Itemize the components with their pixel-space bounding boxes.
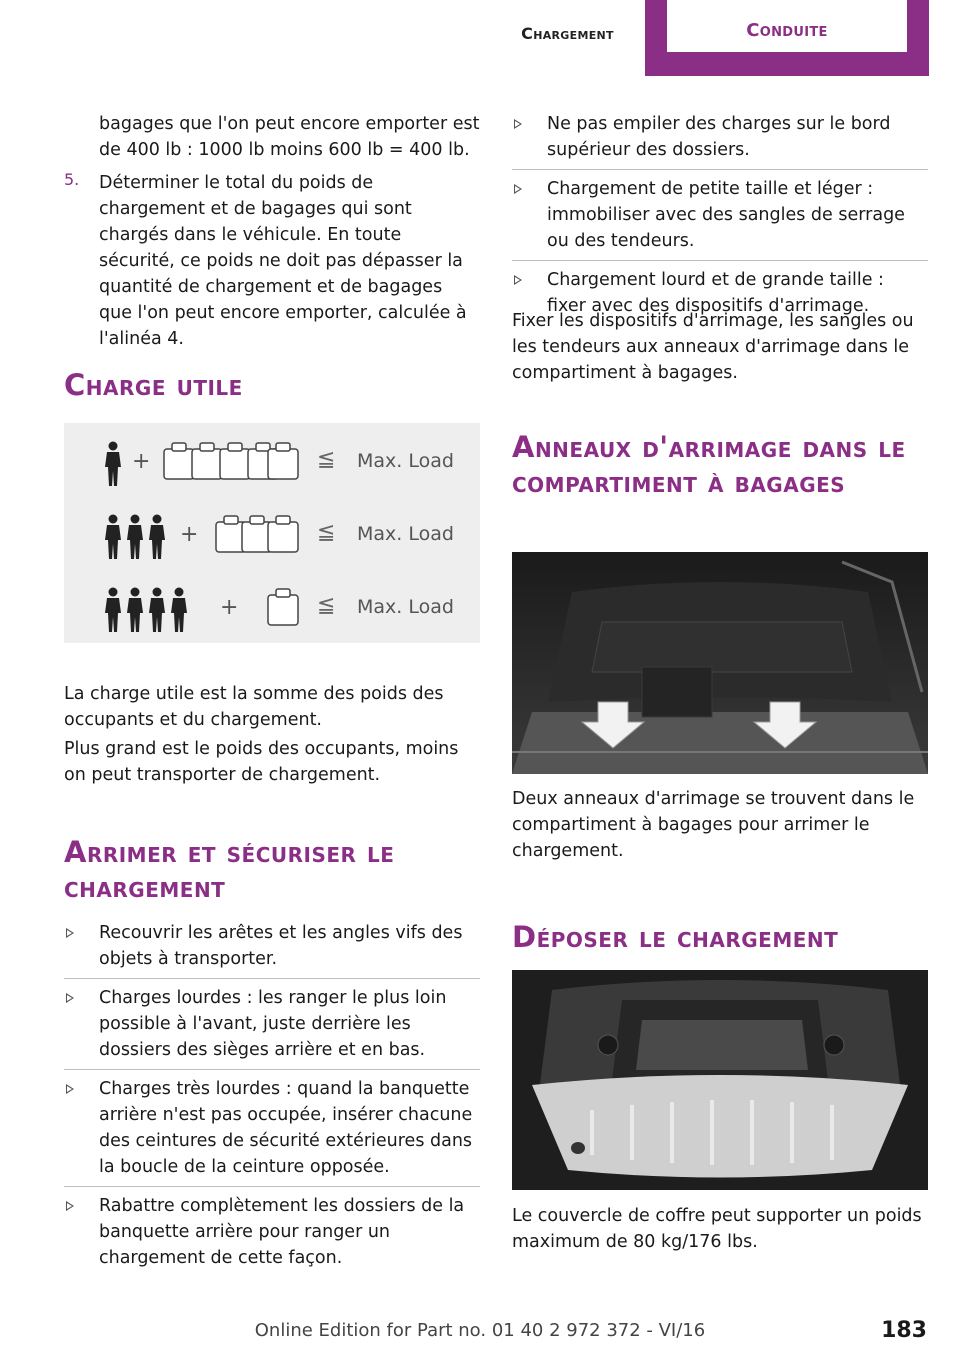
step-5 — [64, 170, 480, 352]
triangle-bullet-icon — [66, 993, 74, 1003]
payload-paragraph-2: Plus grand est le poids des occupants, moins on peut transporter de chargement. — [64, 739, 459, 785]
load-row-2 — [64, 508, 480, 568]
less-equal-sign: ≦ — [317, 520, 336, 545]
triangle-bullet-icon — [514, 275, 522, 285]
header-section-label: Chargement — [521, 24, 614, 43]
list-item: Ne pas empiler des charges sur le bord supérieur des dossiers. — [512, 111, 928, 163]
load-row-3 — [64, 581, 480, 641]
fixing-paragraph: Fixer les dispositifs d'arrimage, les sangles ou les tendeurs aux anneaux d'arrimage dans le compartiment à bagages. — [512, 311, 914, 383]
heading-deposer: Déposer le chargement — [512, 920, 839, 954]
triangle-bullet-icon — [514, 184, 522, 194]
max-load-label: Max. Load — [357, 596, 454, 618]
divider — [512, 260, 928, 261]
footer-edition: Online Edition for Part no. 01 40 2 972 372 - VI/16 — [254, 1320, 706, 1341]
triangle-bullet-icon — [66, 1201, 74, 1211]
luggage-icons — [214, 510, 304, 556]
less-equal-sign: ≦ — [317, 447, 336, 472]
heading-arrimer: Arrimer et sécuriser le chargement — [64, 835, 395, 904]
triangle-bullet-icon — [514, 119, 522, 129]
list-item: Recouvrir les arêtes et les angles vifs des objets à transporter. — [64, 920, 480, 972]
page-number: 183 — [881, 1318, 927, 1343]
securing-list — [64, 920, 480, 1271]
divider — [64, 978, 480, 979]
header-tab-inner — [667, 0, 907, 52]
divider — [64, 1069, 480, 1070]
divider — [64, 1186, 480, 1187]
step4-continuation: bagages que l'on peut encore emporter est de 400 lb : 1000 lb moins 600 lb = 400 lb. — [99, 114, 480, 160]
divider — [512, 169, 928, 170]
less-equal-sign: ≦ — [317, 593, 336, 618]
plus-sign: + — [180, 522, 199, 547]
header-section — [490, 0, 645, 76]
header-tab — [645, 0, 929, 76]
plus-sign: + — [220, 595, 239, 620]
triangle-bullet-icon — [66, 1084, 74, 1094]
step-5-text: Déterminer le total du poids de chargement et de bagages qui sont chargés dans le véhicule. En toute sécurité, ce poids ne doit pas dépasser la quantité de chargement et de bagages que l'on peut encore emporter, calculée à l'alinéa 4. — [99, 173, 467, 349]
load-list — [512, 111, 928, 319]
person-icons — [102, 587, 190, 633]
list-item: Charges très lourdes : quand la banquette arrière n'est pas occupée, insérer chacune des ceintures de sécurité extérieures dans la boucle de la ceinture opposée. — [64, 1076, 480, 1180]
heading-anneaux: Anneaux d'arrimage dans le compartiment à bagages — [512, 430, 906, 499]
person-icon — [102, 441, 124, 487]
person-icons — [102, 514, 168, 560]
trunk-lid-paragraph: Le couvercle de coffre peut supporter un poids maximum de 80 kg/176 lbs. — [512, 1206, 922, 1252]
payload-paragraph-1: La charge utile est la somme des poids des occupants et du chargement. — [64, 684, 444, 730]
triangle-bullet-icon — [66, 928, 74, 938]
max-load-label: Max. Load — [357, 523, 454, 545]
luggage-icon — [266, 583, 302, 629]
list-item: Charges lourdes : les ranger le plus loin possible à l'avant, juste derrière les dossiers des sièges arrière et en bas. — [64, 985, 480, 1063]
load-row-1 — [64, 435, 480, 495]
max-load-figure — [64, 423, 480, 643]
list-item: Chargement de petite taille et léger : immobiliser avec des sangles de serrage ou des tendeurs. — [512, 176, 928, 254]
luggage-icons — [162, 437, 302, 483]
heading-charge-utile: Charge utile — [64, 368, 243, 402]
header-tab-label: Conduite — [746, 20, 828, 41]
max-load-label: Max. Load — [357, 450, 454, 472]
list-item: Chargement lourd et de grande taille : fixer avec des dispositifs d'arrimage. — [512, 267, 928, 319]
step-5-number: 5. — [64, 170, 80, 189]
tie-down-paragraph: Deux anneaux d'arrimage se trouvent dans le compartiment à bagages pour arrimer le chargement. — [512, 789, 915, 861]
list-item: Rabattre complètement les dossiers de la banquette arrière pour ranger un chargement de cette façon. — [64, 1193, 480, 1271]
trunk-lid-photo — [512, 970, 928, 1190]
plus-sign: + — [132, 449, 151, 474]
tie-down-rings-photo — [512, 552, 928, 774]
